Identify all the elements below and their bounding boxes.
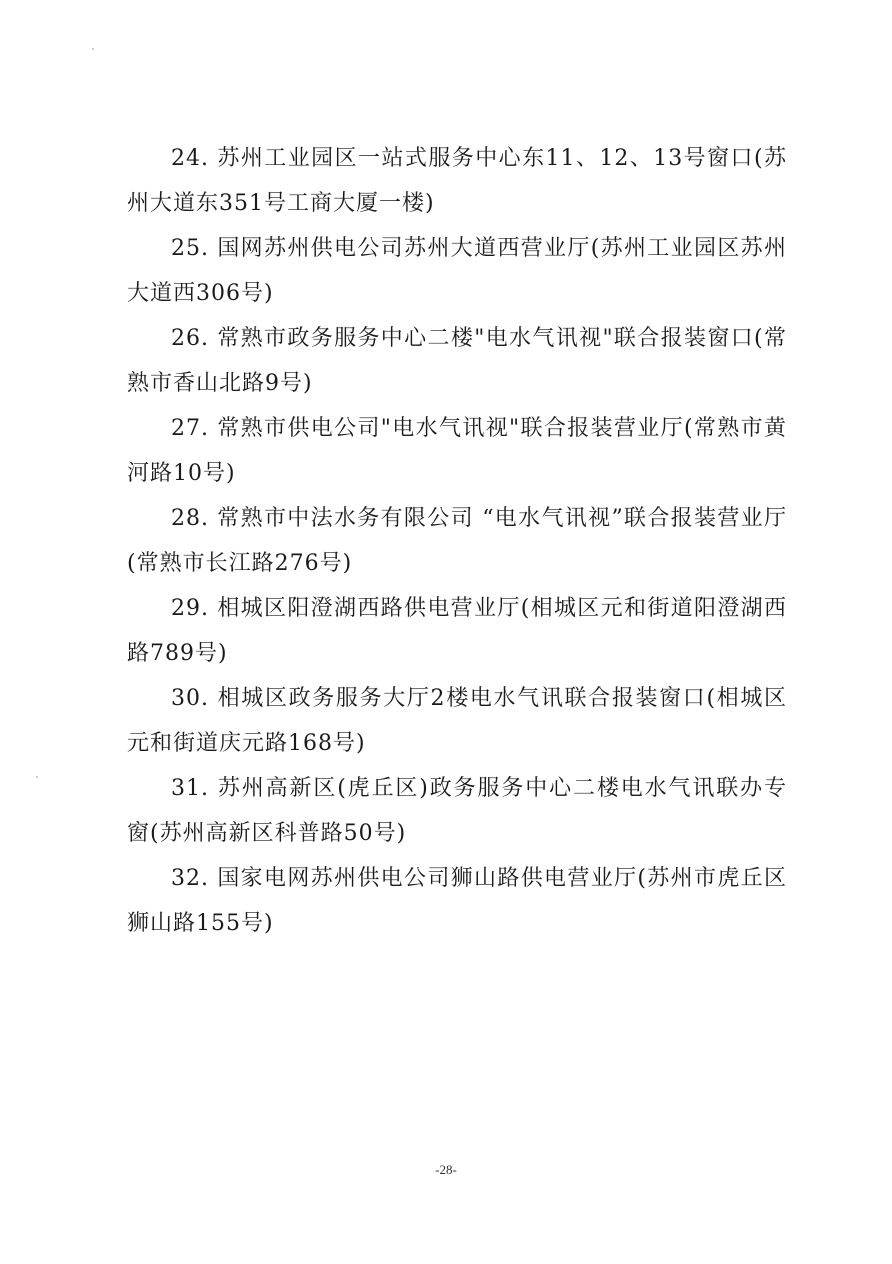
list-item: 32. 国家电网苏州供电公司狮山路供电营业厅(苏州市虎丘区狮山路155号) [127,866,787,936]
page-number: -28- [435,1162,457,1177]
list-item: 29. 相城区阳澄湖西路供电营业厅(相城区元和街道阳澄湖西路789号) [127,596,787,666]
list-item: 27. 常熟市供电公司"电水气讯视"联合报装营业厅(常熟市黄河路10号) [127,416,787,486]
list-item: 31. 苏州高新区(虎丘区)政务服务中心二楼电水气讯联办专窗(苏州高新区科普路50号) [127,776,787,846]
scan-speck [92,48,94,50]
list-item: 30. 相城区政务服务大厅2楼电水气讯联合报装窗口(相城区元和街道庆元路168号) [127,686,787,756]
scan-speck [36,776,38,778]
address-list [127,136,787,946]
list-item: 26. 常熟市政务服务中心二楼"电水气讯视"联合报装窗口(常熟市香山北路9号) [127,326,787,396]
list-item: 24. 苏州工业园区一站式服务中心东11、12、13号窗口(苏州大道东351号工商大厦一楼) [127,146,787,216]
list-item: 28. 常熟市中法水务有限公司 “电水气讯视”联合报装营业厅(常熟市长江路276号) [127,506,787,576]
list-item: 25. 国网苏州供电公司苏州大道西营业厅(苏州工业园区苏州大道西306号) [127,236,787,306]
